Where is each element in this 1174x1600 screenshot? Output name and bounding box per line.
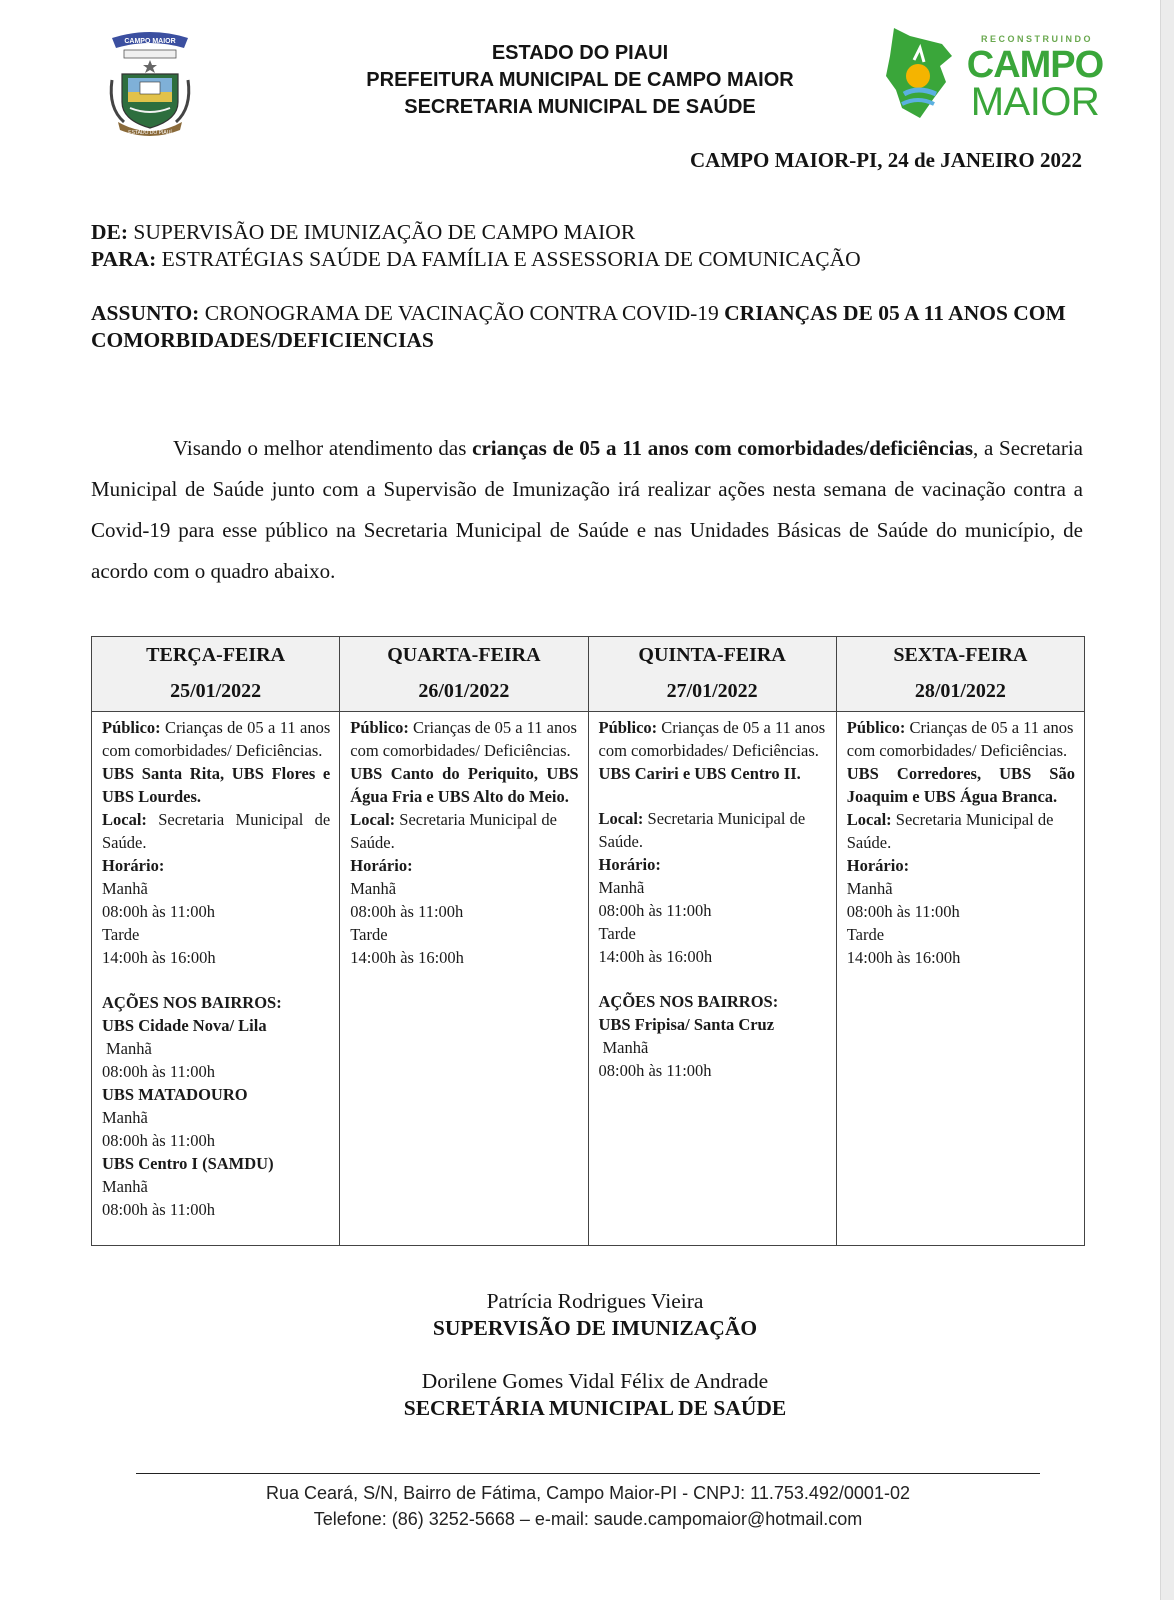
afternoon-time: 14:00h às 16:00h — [846, 948, 961, 967]
vaccination-schedule-table — [91, 636, 1085, 1246]
ubs-list: UBS Cariri e UBS Centro II. — [598, 764, 801, 783]
morning-time: 08:00h às 11:00h — [350, 902, 464, 921]
morning-label: Manhã — [350, 879, 397, 898]
horario-label: Horário: — [350, 856, 413, 875]
horario-label: Horário: — [846, 856, 910, 875]
morning-time: 08:00h às 11:00h — [102, 1131, 216, 1150]
cell-friday — [836, 712, 1084, 1246]
crest-icon — [104, 24, 196, 138]
morning-time: 08:00h às 11:00h — [846, 902, 960, 921]
local-line: Local: Secretaria Municipal de Saúde. — [350, 810, 557, 852]
bairro-ubs: UBS MATADOURO — [102, 1085, 248, 1104]
horario-label: Horário: — [598, 855, 661, 874]
memo-subject-label: ASSUNTO: — [91, 301, 200, 325]
memo-to — [91, 246, 1081, 273]
morning-label: Manhã — [102, 1108, 148, 1127]
afternoon-label: Tarde — [102, 925, 140, 944]
header-tuesday — [92, 637, 340, 712]
footer-contact: Telefone: (86) 3252-5668 – e-mail: saude.campomaior@hotmail.com — [313, 1509, 863, 1529]
morning-time: 08:00h às 11:00h — [102, 1200, 216, 1219]
acoes-label: AÇÕES NOS BAIRROS: — [102, 993, 282, 1012]
afternoon-label: Tarde — [846, 925, 885, 944]
morning-label: Manhã — [602, 1038, 649, 1057]
ubs-list: UBS Santa Rita, UBS Flores e UBS Lourdes. — [102, 764, 331, 806]
header-state: ESTADO DO PIAUI — [491, 42, 669, 64]
ubs-list: UBS Canto do Periquito, UBS Água Fria e UBS Alto do Meio. — [350, 764, 579, 806]
header-wednesday — [340, 637, 588, 712]
local-line: Local: Secretaria Municipal de Saúde. — [846, 810, 1054, 852]
header-prefecture: PREFEITURA MUNICIPAL DE CAMPO MAIOR — [366, 69, 794, 91]
footer — [136, 1480, 1040, 1532]
body-paragraph — [91, 428, 1083, 592]
bairro-ubs: UBS Fripisa/ Santa Cruz — [598, 1015, 775, 1034]
day-name: QUARTA-FEIRA — [387, 644, 541, 666]
morning-time: 08:00h às 11:00h — [598, 1061, 712, 1080]
local-line: Local: Secretaria Municipal de Saúde. — [102, 810, 331, 852]
local-line: Local: Secretaria Municipal de Saúde. — [598, 809, 806, 851]
memo-to-label: PARA: — [91, 247, 157, 271]
morning-label: Manhã — [106, 1039, 152, 1058]
day-date: 27/01/2022 — [666, 680, 758, 702]
header-thursday — [588, 637, 836, 712]
header-friday — [836, 637, 1084, 712]
cell-tuesday — [92, 712, 340, 1246]
morning-label: Manhã — [102, 879, 148, 898]
horario-label: Horário: — [102, 856, 165, 875]
header-secretariat: SECRETARIA MUNICIPAL DE SAÚDE — [404, 96, 756, 118]
afternoon-label: Tarde — [598, 924, 636, 943]
day-name: QUINTA-FEIRA — [638, 644, 786, 666]
public-line: Público: Crianças de 05 a 11 anos com comorbidades/ Deficiências. — [846, 718, 1074, 760]
body-text-bold: crianças de 05 a 11 anos com comorbidades/deficiências — [472, 436, 974, 460]
public-line: Público: Crianças de 05 a 11 anos com comorbidades/ Deficiências. — [350, 718, 577, 760]
morning-label: Manhã — [846, 879, 893, 898]
afternoon-time: 14:00h às 16:00h — [102, 948, 216, 967]
bairro-ubs: UBS Cidade Nova/ Lila — [102, 1016, 267, 1035]
morning-time: 08:00h às 11:00h — [102, 1062, 216, 1081]
morning-time: 08:00h às 11:00h — [598, 901, 712, 920]
cell-wednesday — [340, 712, 588, 1246]
bairro-ubs: UBS Centro I (SAMDU) — [102, 1154, 274, 1173]
afternoon-label: Tarde — [350, 925, 388, 944]
table-body-row — [92, 712, 1085, 1246]
crest-motto: ESTADO DO PIAUÍ — [128, 130, 172, 136]
day-name: SEXTA-FEIRA — [893, 644, 1028, 666]
municipal-crest-logo — [104, 24, 196, 138]
memo-subject — [91, 300, 1085, 354]
morning-label: Manhã — [598, 878, 645, 897]
morning-label: Manhã — [102, 1177, 148, 1196]
day-date: 25/01/2022 — [170, 680, 262, 702]
footer-divider — [136, 1473, 1040, 1474]
memo-subject-bold: CRIANÇAS DE 05 A 11 ANOS COM COMORBIDADES/DEFICIENCIAS — [91, 301, 1066, 352]
brand-prefix: RECONSTRUINDO — [980, 34, 1093, 44]
signer-role: SUPERVISÃO DE IMUNIZAÇÃO — [432, 1316, 758, 1340]
day-date: 26/01/2022 — [418, 680, 510, 702]
day-name: TERÇA-FEIRA — [146, 644, 286, 666]
afternoon-time: 14:00h às 16:00h — [350, 948, 464, 967]
signature-supervisor — [200, 1288, 990, 1342]
signer-name: Dorilene Gomes Vidal Félix de Andrade — [421, 1369, 769, 1393]
morning-time: 08:00h às 11:00h — [102, 902, 216, 921]
memo-from — [91, 219, 1081, 246]
acoes-label: AÇÕES NOS BAIRROS: — [598, 992, 779, 1011]
memo-to-value: ESTRATÉGIAS SAÚDE DA FAMÍLIA E ASSESSORIA DE COMUNICAÇÃO — [156, 247, 861, 271]
signer-role: SECRETÁRIA MUNICIPAL DE SAÚDE — [403, 1396, 787, 1420]
signature-secretary — [200, 1368, 990, 1422]
memo-subject-value: CRONOGRAMA DE VACINAÇÃO CONTRA COVID-19 — [199, 301, 725, 325]
ubs-list: UBS Corredores, UBS São Joaquim e UBS Água Branca. — [846, 764, 1075, 806]
table-header-row — [92, 637, 1085, 712]
letterhead — [240, 40, 920, 121]
document-date: CAMPO MAIOR-PI, 24 de JANEIRO 2022 — [690, 148, 1082, 172]
day-date: 28/01/2022 — [914, 680, 1006, 702]
brand-line1: CAMPO — [966, 44, 1104, 86]
crest-banner-text: CAMPO MAIOR — [124, 38, 176, 45]
cell-thursday — [588, 712, 836, 1246]
body-text-1: Visando o melhor atendimento das — [173, 436, 473, 460]
brand-line2: MAIOR — [970, 80, 1100, 124]
memo-from-label: DE: — [91, 220, 129, 244]
body-text-2: , a Secretaria Municipal de Saúde junto com a Supervisão de Imunização irá realizar ações nesta semana de vacinação contra a Covid-19 para esse público na Secretaria Municipal de Saúde e nas Unidades Básicas de Saúde do município, de acordo com o quadro abaixo. — [91, 436, 1083, 583]
memo-from-value: SUPERVISÃO DE IMUNIZAÇÃO DE CAMPO MAIOR — [128, 220, 636, 244]
public-line: Público: Crianças de 05 a 11 anos com comorbidades/ Deficiências. — [598, 718, 826, 760]
public-line: Público: Crianças de 05 a 11 anos com comorbidades/ Deficiências. — [102, 718, 331, 760]
afternoon-time: 14:00h às 16:00h — [598, 947, 713, 966]
signer-name: Patrícia Rodrigues Vieira — [486, 1289, 704, 1313]
footer-address: Rua Ceará, S/N, Bairro de Fátima, Campo Maior-PI - CNPJ: 11.753.492/0001-02 — [266, 1483, 910, 1503]
